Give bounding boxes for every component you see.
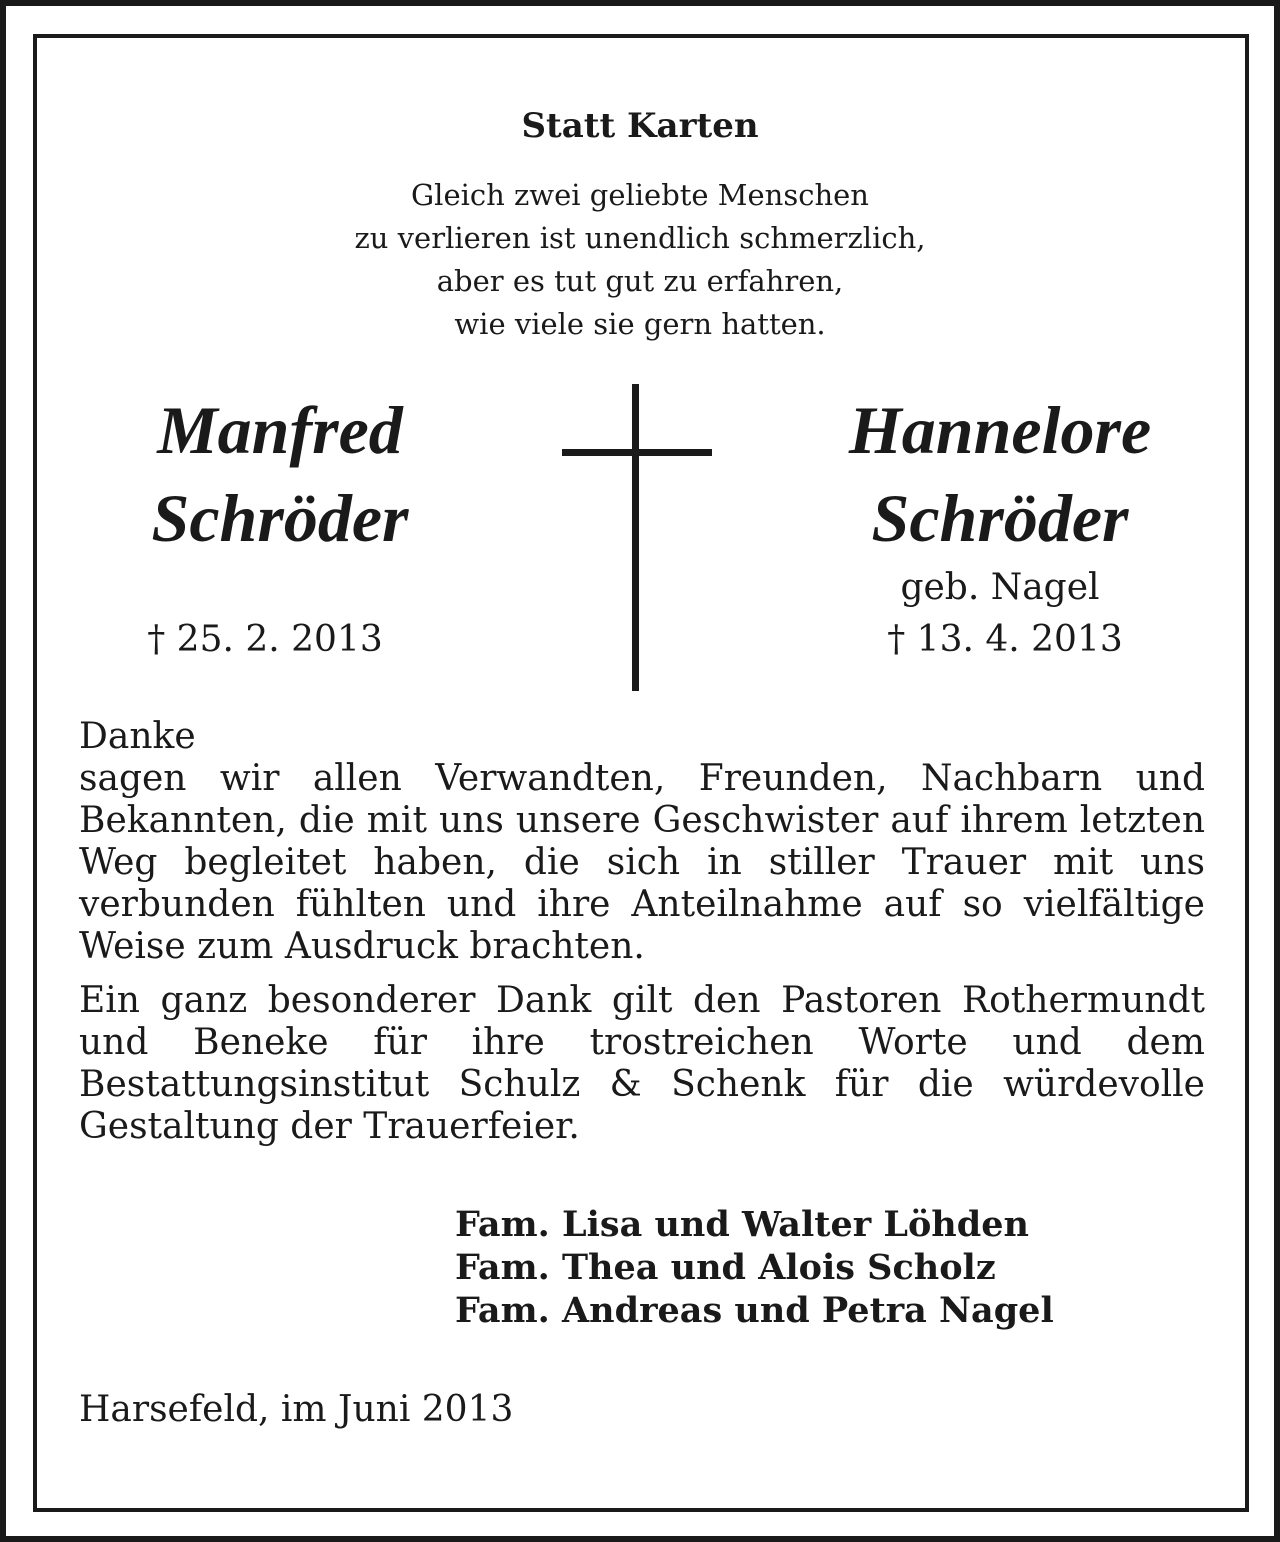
signers bbox=[455, 1203, 1054, 1332]
cross-horizontal-bar bbox=[562, 449, 712, 456]
death-date-left: † 25. 2. 2013 bbox=[147, 619, 383, 660]
poem-line: aber es tut gut zu erfahren, bbox=[436, 264, 844, 298]
death-date-right: † 13. 4. 2013 bbox=[887, 619, 1123, 660]
notice-heading: Statt Karten bbox=[521, 106, 759, 146]
place-date: Harsefeld, im Juni 2013 bbox=[79, 1389, 514, 1430]
signer-line: Fam. Thea und Alois Scholz bbox=[455, 1247, 996, 1288]
special-thanks-paragraph: Ein ganz besonderer Dank gilt den Pastoren Rothermundt und Beneke für ihre trostreichen Worte und dem Bestattungsinstitut Schulz & Schenk für die würdevolle Gestaltung der Trauerfeier. bbox=[79, 980, 1205, 1147]
first-name: Manfred bbox=[157, 392, 403, 468]
signer-line: Fam. Andreas und Petra Nagel bbox=[455, 1290, 1054, 1331]
poem bbox=[0, 174, 1280, 346]
maiden-name: geb. Nagel bbox=[900, 567, 1100, 608]
thanks-paragraph: sagen wir allen Verwandten, Freunden, Nachbarn und Bekannten, die mit uns unsere Geschwister auf ihrem letzten Weg begleitet haben, die sich in stiller Trauer mit uns verbunden fühlten und ihre Anteilnahme auf so vielfältige Weise zum Ausdruck brachten. bbox=[79, 758, 1205, 967]
deceased-name-right bbox=[800, 386, 1200, 562]
first-name: Hannelore bbox=[848, 392, 1152, 468]
poem-line: Gleich zwei geliebte Menschen bbox=[411, 178, 869, 212]
last-name: Schröder bbox=[871, 480, 1129, 556]
poem-line: wie viele sie gern hatten. bbox=[454, 307, 826, 341]
last-name: Schröder bbox=[151, 480, 409, 556]
deceased-name-left bbox=[90, 386, 470, 562]
thanks-word: Danke bbox=[79, 716, 196, 757]
signer-line: Fam. Lisa und Walter Löhden bbox=[455, 1204, 1029, 1245]
cross-vertical-bar bbox=[632, 384, 639, 691]
poem-line: zu verlieren ist unendlich schmerzlich, bbox=[354, 221, 926, 255]
